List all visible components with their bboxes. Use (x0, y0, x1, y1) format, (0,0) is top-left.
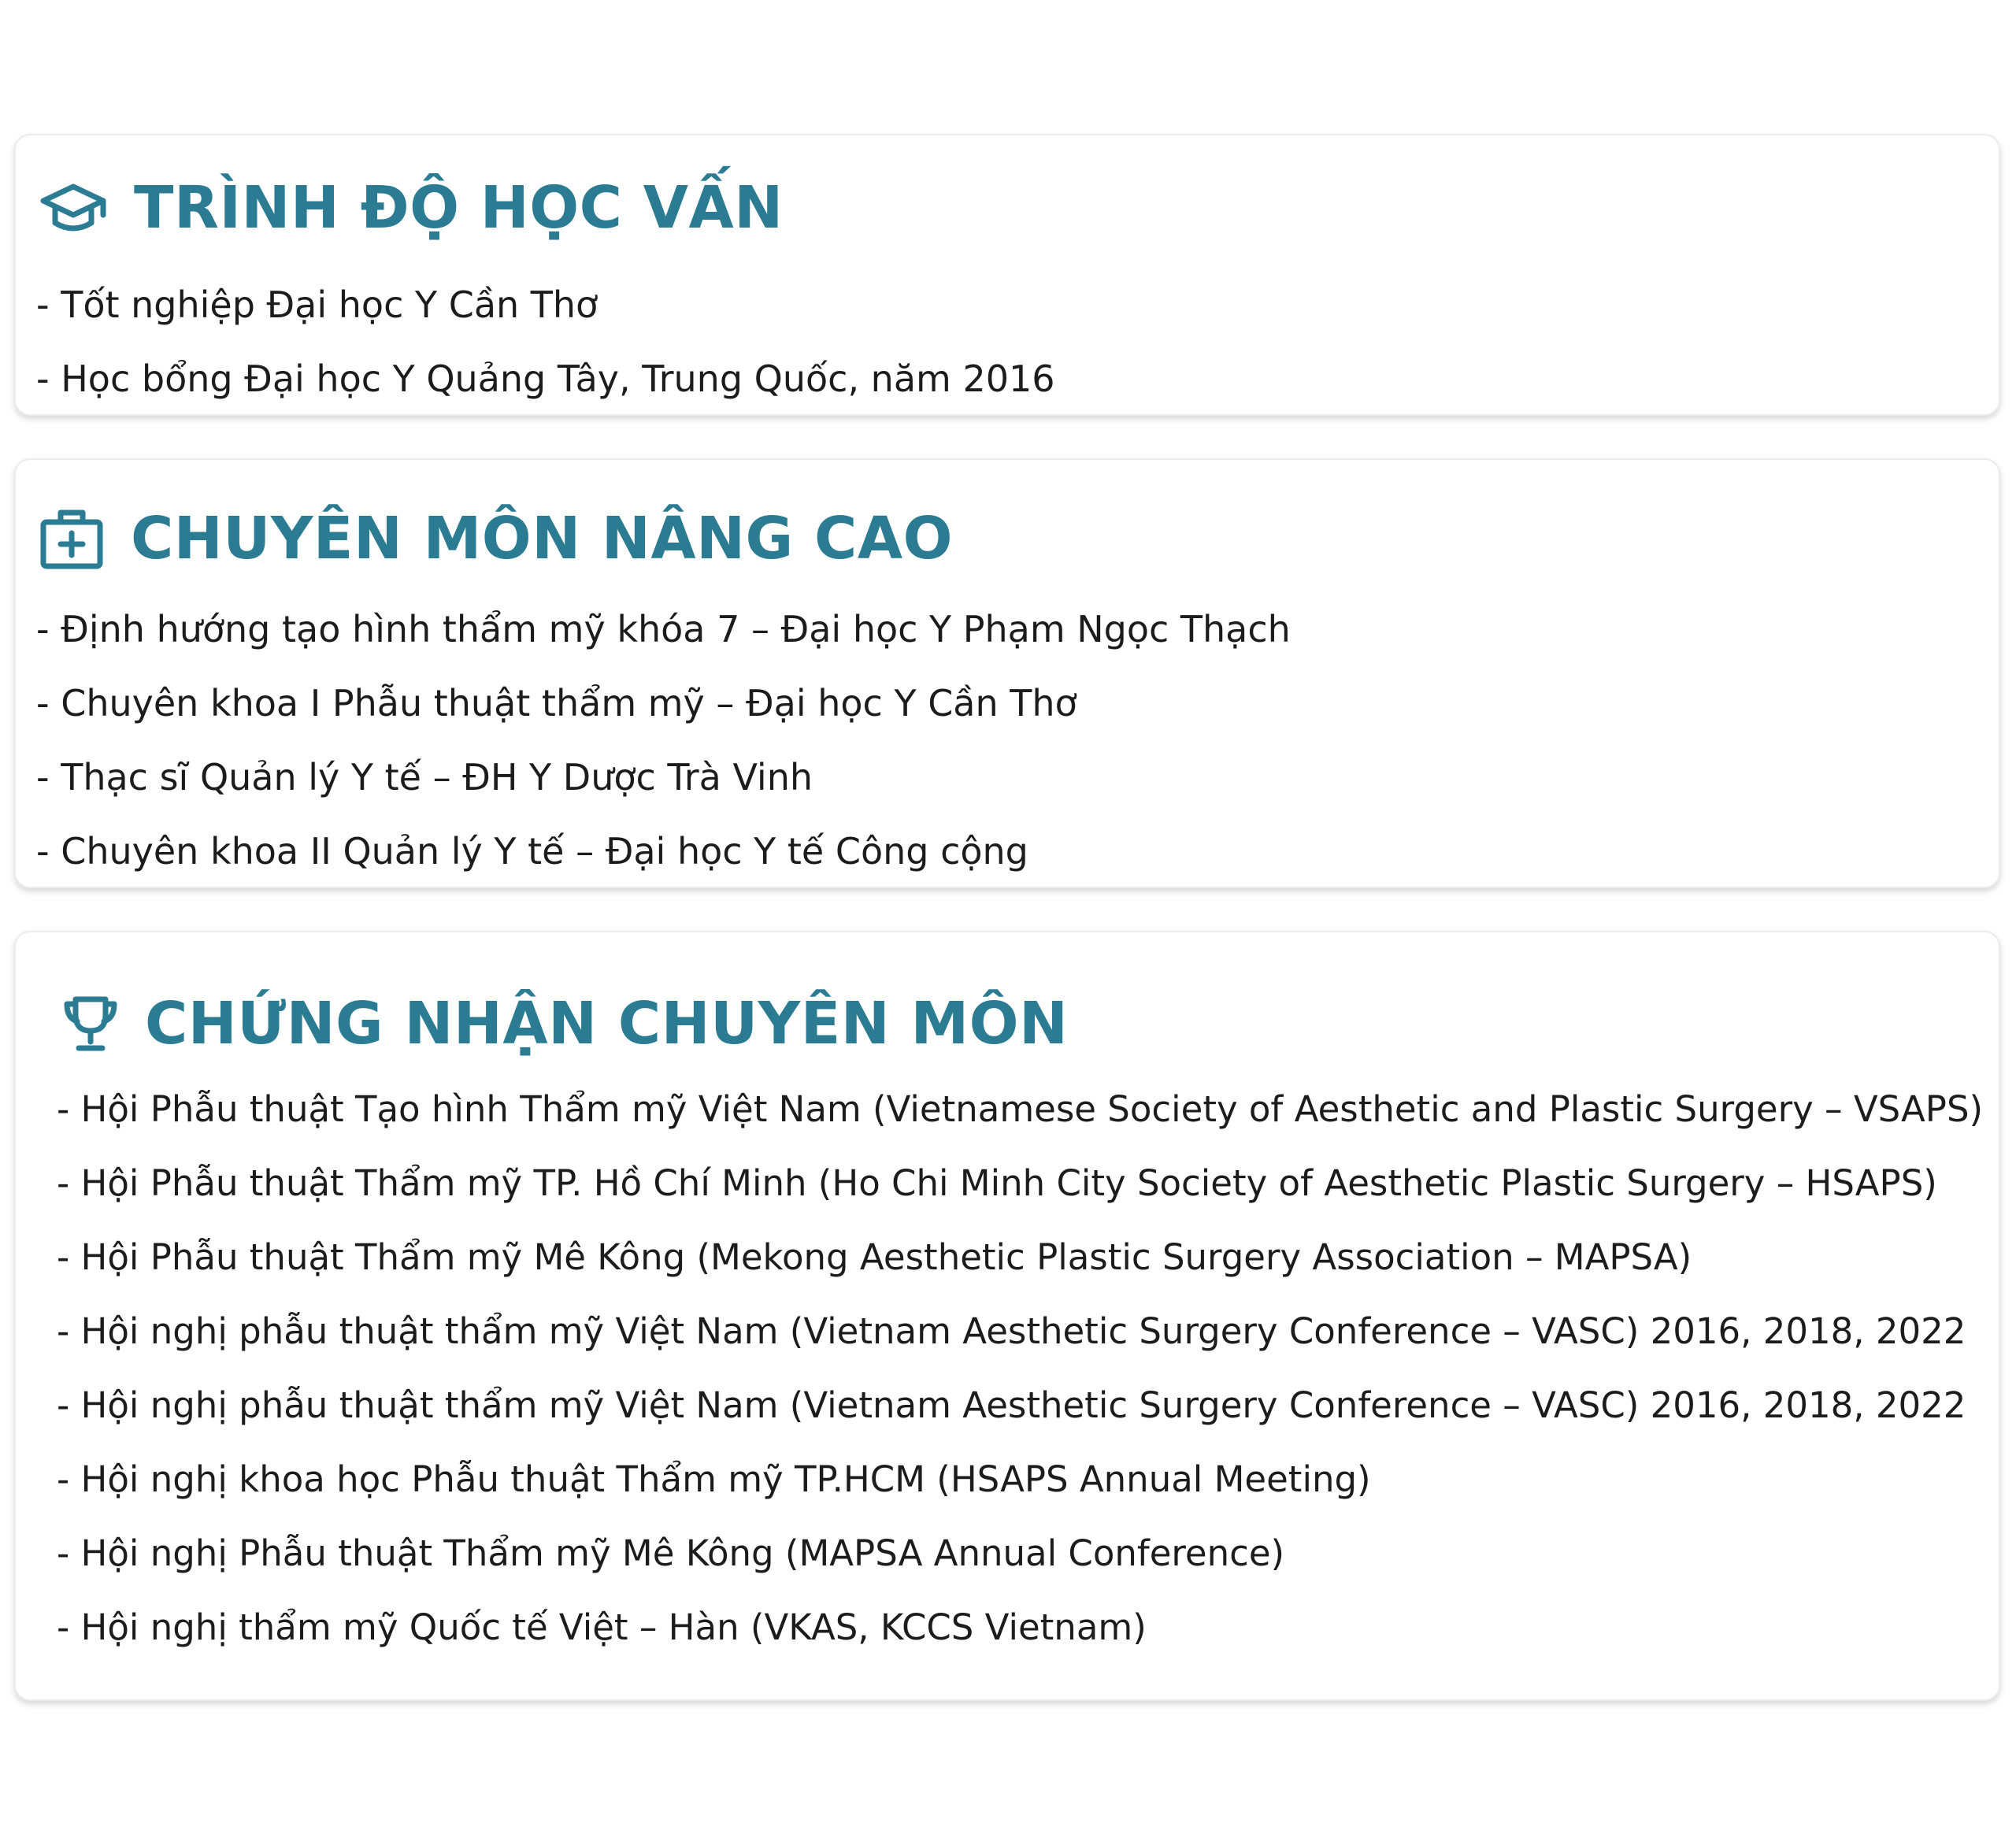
list-item: - Thạc sĩ Quản lý Y tế – ĐH Y Dược Trà Vinh (36, 756, 813, 798)
certifications-card (14, 931, 2000, 1701)
list-item: - Hội Phẫu thuật Thẩm mỹ TP. Hồ Chí Minh (Ho Chi Minh City Society of Aesthetic Plastic Surgery – HSAPS) (57, 1162, 1937, 1204)
list-item: - Học bổng Đại học Y Quảng Tây, Trung Quốc, năm 2016 (36, 358, 1055, 400)
list-item: - Hội nghị phẫu thuật thẩm mỹ Việt Nam (Vietnam Aesthetic Surgery Conference – VASC) 2016, 2018, 2022 (57, 1384, 1966, 1426)
specialty-card (14, 458, 2000, 888)
specialty-list (36, 592, 1291, 888)
education-header (39, 169, 784, 247)
trophy-icon (63, 995, 118, 1053)
list-item: - Hội nghị thẩm mỹ Quốc tế Việt – Hàn (VKAS, KCCS Vietnam) (57, 1606, 1147, 1648)
education-card (14, 134, 2000, 416)
list-item: - Chuyên khoa I Phẫu thuật thẩm mỹ – Đại học Y Cần Thơ (36, 682, 1077, 724)
list-item: - Chuyên khoa II Quản lý Y tế – Đại học Y tế Công cộng (36, 830, 1028, 873)
list-item: - Hội nghị Phẫu thuật Thẩm mỹ Mê Kông (MAPSA Annual Conference) (57, 1532, 1285, 1574)
specialty-header (39, 495, 953, 583)
graduation-cap-icon (39, 180, 107, 235)
specialty-title: CHUYÊN MÔN NÂNG CAO (131, 505, 954, 572)
certifications-list (57, 1073, 1983, 1665)
certifications-header (63, 980, 1068, 1068)
list-item: - Hội nghị phẫu thuật thẩm mỹ Việt Nam (Vietnam Aesthetic Surgery Conference – VASC) 2016, 2018, 2022 (57, 1310, 1966, 1352)
list-item: - Hội Phẫu thuật Tạo hình Thẩm mỹ Việt Nam (Vietnamese Society of Aesthetic and Plastic Surgery – VSAPS) (57, 1088, 1984, 1130)
education-title: TRÌNH ĐỘ HỌC VẤN (134, 174, 784, 242)
education-list (36, 268, 1055, 416)
medical-kit-icon (39, 506, 104, 571)
list-item: - Hội Phẫu thuật Thẩm mỹ Mê Kông (Mekong Aesthetic Plastic Surgery Association – MAPSA) (57, 1236, 1692, 1278)
certifications-title: CHỨNG NHẬN CHUYÊN MÔN (145, 990, 1069, 1058)
list-item: - Tốt nghiệp Đại học Y Cần Thơ (36, 283, 598, 326)
list-item: - Hội nghị khoa học Phẫu thuật Thẩm mỹ TP.HCM (HSAPS Annual Meeting) (57, 1458, 1371, 1500)
list-item: - Định hướng tạo hình thẩm mỹ khóa 7 – Đại học Y Phạm Ngọc Thạch (36, 608, 1291, 650)
